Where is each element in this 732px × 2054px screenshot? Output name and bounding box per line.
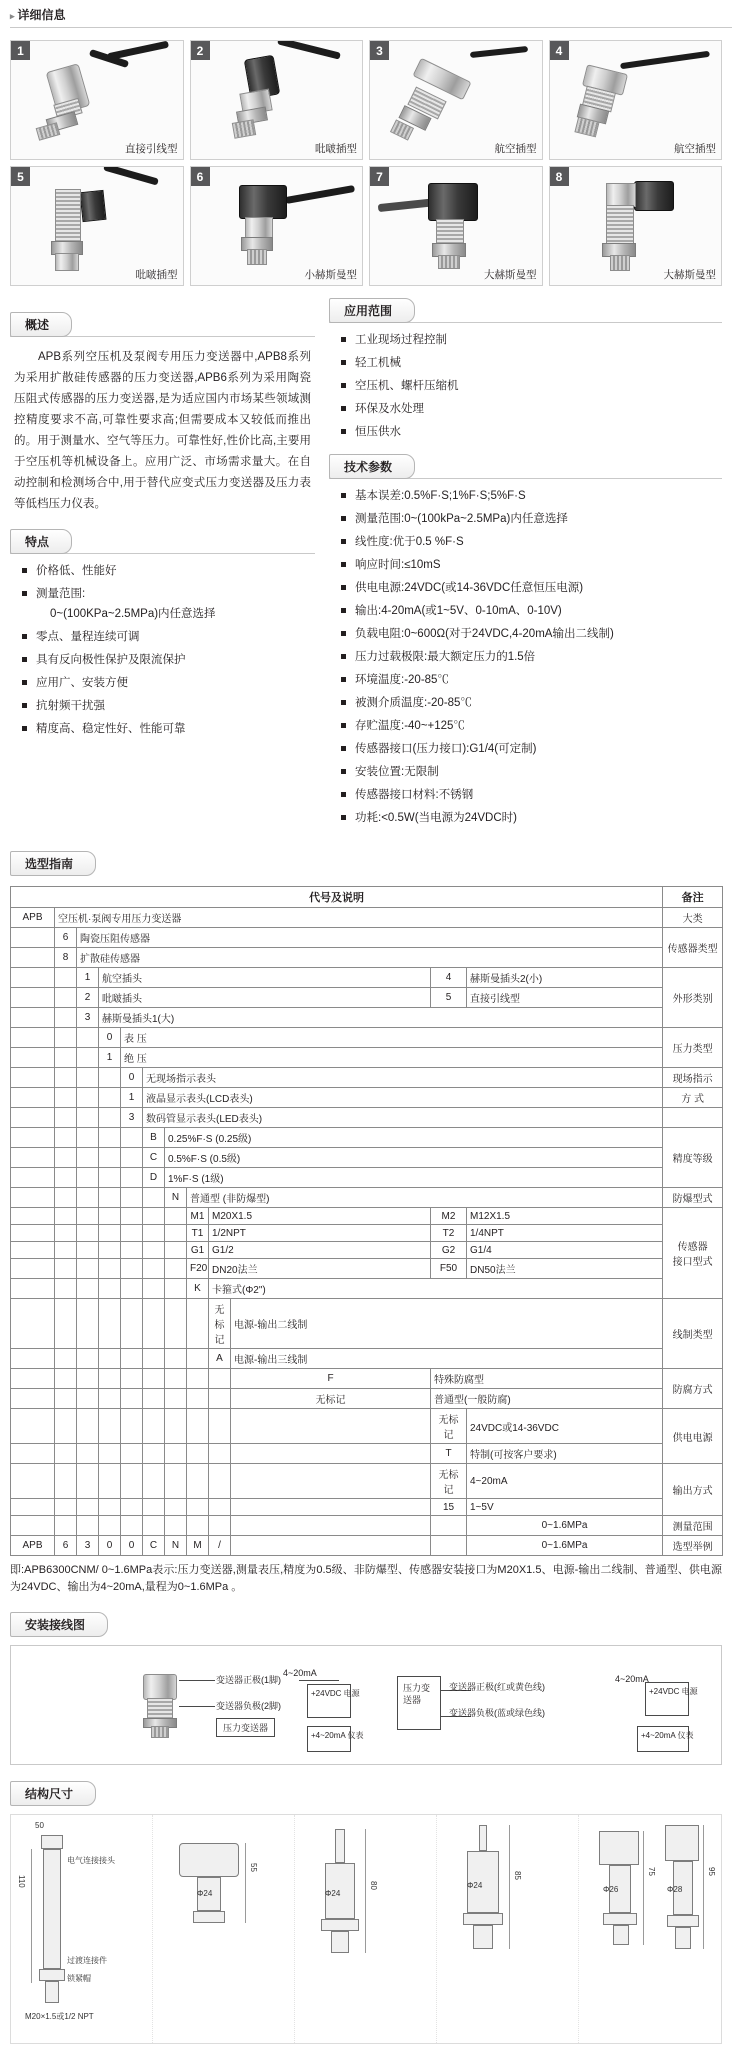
example-cell: APB bbox=[11, 1536, 55, 1556]
application-text: 工业现场过程控制 bbox=[355, 334, 447, 346]
transmitter-thread bbox=[151, 1726, 169, 1738]
wiring-power-label: +24VDC 电源 bbox=[311, 1689, 360, 1698]
table-row bbox=[11, 1048, 723, 1068]
gallery-item[interactable] bbox=[10, 40, 184, 160]
list-item bbox=[22, 629, 315, 645]
feature-subtext: 0~(100KPa~2.5MPa)内任意选择 bbox=[50, 608, 216, 620]
remark-cell: 输出方式 bbox=[663, 1464, 723, 1516]
list-item bbox=[341, 580, 722, 596]
example-cell: 0 bbox=[99, 1536, 121, 1556]
table-row bbox=[11, 1208, 723, 1225]
remark-cell: 压力类型 bbox=[663, 1028, 723, 1068]
feature-text: 具有反向极性保护及限流保护 bbox=[36, 654, 186, 666]
remark-cell: 精度等级 bbox=[663, 1128, 723, 1188]
dim-label: 85 bbox=[513, 1871, 522, 1880]
desc-cell: 4~20mA bbox=[467, 1464, 663, 1499]
code-cell: F20 bbox=[187, 1259, 209, 1279]
desc-cell: M12X1.5 bbox=[467, 1208, 663, 1225]
table-row-example bbox=[11, 1536, 723, 1556]
desc-cell: 电源-输出二线制 bbox=[231, 1299, 663, 1349]
remark-cell: 大类 bbox=[663, 908, 723, 928]
table-row bbox=[11, 1499, 723, 1516]
remark-cell: 传感器类型 bbox=[663, 928, 723, 968]
dim-label: 锁紧帽 bbox=[67, 1974, 91, 1983]
remark-cell: 防爆型式 bbox=[663, 1188, 723, 1208]
list-item bbox=[341, 695, 722, 711]
dim-label: 50 bbox=[35, 1821, 44, 1830]
table-row bbox=[11, 887, 723, 908]
desc-cell: 电源-输出三线制 bbox=[231, 1349, 663, 1369]
list-item bbox=[341, 649, 722, 665]
dim-label: Φ26 bbox=[603, 1885, 619, 1894]
list-item bbox=[341, 557, 722, 573]
table-row bbox=[11, 1008, 723, 1028]
desc-cell: 1/4NPT bbox=[467, 1225, 663, 1242]
desc-cell: 赫斯曼插头2(小) bbox=[467, 968, 663, 988]
gallery-item-number: 1 bbox=[11, 41, 30, 60]
header-divider bbox=[10, 27, 732, 28]
list-item bbox=[22, 698, 315, 714]
desc-cell: 表 压 bbox=[121, 1028, 663, 1048]
table-row bbox=[11, 1188, 723, 1208]
guide-header-code: 代号及说明 bbox=[11, 887, 663, 908]
remark-cell: 线制类型 bbox=[663, 1299, 723, 1369]
table-row bbox=[11, 1369, 723, 1389]
table-row bbox=[11, 1279, 723, 1299]
transmitter-ribs bbox=[147, 1698, 173, 1720]
gallery-item-caption: 吡啵插型 bbox=[135, 269, 178, 281]
gallery-item[interactable] bbox=[369, 40, 543, 160]
application-text: 轻工机械 bbox=[355, 357, 401, 369]
application-text: 恒压供水 bbox=[355, 426, 401, 438]
code-cell: K bbox=[187, 1279, 209, 1299]
list-item bbox=[341, 401, 722, 417]
code-cell: A bbox=[209, 1349, 231, 1369]
spec-text: 基本误差:0.5%F·S;1%F·S;5%F·S bbox=[355, 490, 526, 502]
dim-label: Φ24 bbox=[325, 1889, 341, 1898]
spec-text: 响应时间:≤10mS bbox=[355, 559, 441, 571]
gallery-item-number: 6 bbox=[191, 167, 210, 186]
table-row bbox=[11, 1148, 723, 1168]
list-item bbox=[341, 787, 722, 803]
code-cell: 1 bbox=[77, 968, 99, 988]
features-section bbox=[10, 529, 315, 554]
spec-text: 供电电源:24VDC(或14-36VDC任意恒压电源) bbox=[355, 582, 584, 594]
wiring-neg-label: 变送器负极(2脚) bbox=[216, 1701, 281, 1711]
gallery-item-number: 4 bbox=[550, 41, 569, 60]
desc-cell: 扩散硅传感器 bbox=[77, 948, 663, 968]
example-cell: 6 bbox=[55, 1536, 77, 1556]
table-row bbox=[11, 1299, 723, 1349]
features-list bbox=[10, 563, 315, 737]
code-cell: 1 bbox=[99, 1048, 121, 1068]
code-cell: M2 bbox=[431, 1208, 467, 1225]
feature-text: 应用广、安装方便 bbox=[36, 677, 128, 689]
dim-label: 95 bbox=[707, 1867, 716, 1876]
gallery-item-caption: 吡啵插型 bbox=[315, 143, 357, 155]
code-cell: 0 bbox=[99, 1028, 121, 1048]
desc-cell: 绝 压 bbox=[121, 1048, 663, 1068]
table-row bbox=[11, 1068, 723, 1088]
wiring-pos-label-right: 变送器正极(红或黄色线) bbox=[449, 1682, 545, 1692]
table-row bbox=[11, 1128, 723, 1148]
table-row bbox=[11, 1516, 723, 1536]
desc-cell: 0.25%F·S (0.25级) bbox=[165, 1128, 663, 1148]
desc-cell: G1/4 bbox=[467, 1242, 663, 1259]
table-row bbox=[11, 1108, 723, 1128]
spec-text: 传感器接口(压力接口):G1/4(可定制) bbox=[355, 743, 537, 755]
desc-cell: 空压机·泵阀专用压力变送器 bbox=[55, 908, 663, 928]
application-text: 空压机、螺杆压缩机 bbox=[355, 380, 459, 392]
guide-section bbox=[10, 851, 722, 876]
gallery-item[interactable] bbox=[549, 40, 723, 160]
code-cell: N bbox=[165, 1188, 187, 1208]
table-row bbox=[11, 1464, 723, 1499]
gallery-item-number: 8 bbox=[550, 167, 569, 186]
desc-cell: 吡啵插头 bbox=[99, 988, 431, 1008]
remark-cell: 现场指示 bbox=[663, 1068, 723, 1088]
gallery-item-number: 5 bbox=[11, 167, 30, 186]
signal-line bbox=[299, 1680, 339, 1681]
list-item bbox=[341, 718, 722, 734]
gallery-item[interactable] bbox=[190, 166, 364, 286]
table-row bbox=[11, 1242, 723, 1259]
table-row bbox=[11, 948, 723, 968]
dim-label: Φ24 bbox=[467, 1881, 483, 1890]
gallery-item-caption: 大赫斯曼型 bbox=[663, 269, 716, 281]
code-cell: 3 bbox=[121, 1108, 143, 1128]
code-cell: 无标记 bbox=[431, 1464, 467, 1499]
code-cell: 无标记 bbox=[231, 1389, 431, 1409]
table-row bbox=[11, 1444, 723, 1464]
wiring-signal-label: 4~20mA bbox=[283, 1668, 317, 1678]
desc-cell: DN50法兰 bbox=[467, 1259, 663, 1279]
list-item bbox=[22, 675, 315, 691]
remark-cell: 供电电源 bbox=[663, 1409, 723, 1464]
desc-cell: 液晶显示表头(LCD表头) bbox=[143, 1088, 663, 1108]
code-cell: B bbox=[143, 1128, 165, 1148]
gallery-item[interactable] bbox=[190, 40, 364, 160]
dimension-drawing bbox=[437, 1815, 579, 2043]
code-cell: C bbox=[143, 1148, 165, 1168]
overview-paragraph: APB系列空压机及泵阀专用压力变送器中,APB8系列为采用扩散硅传感器的压力变送器,APB6系列为采用陶瓷压阻式传感器的压力变送器,是为适应国内市场某些领域测控精度要求不高,可靠性要求高;但需要成本又较低而推出的。用于测量水、空气等压力。可靠性好,性价比高,主要用于空压机等机械设备上。应用广泛、市场需求量大。在自动控制和检测场合中,用于替代应变式压力变送器及压力表等低档压力仪表。 bbox=[14, 351, 311, 510]
example-cell: C bbox=[143, 1536, 165, 1556]
leader-line bbox=[179, 1706, 215, 1707]
gallery-item-caption: 航空插型 bbox=[674, 143, 716, 155]
desc-cell: 1~5V bbox=[467, 1499, 663, 1516]
list-item bbox=[22, 563, 315, 579]
list-item bbox=[341, 534, 722, 550]
dim-label: 75 bbox=[647, 1867, 656, 1876]
gallery-item-number: 7 bbox=[370, 167, 389, 186]
feature-text: 抗射频干扰强 bbox=[36, 700, 105, 712]
feature-text: 零点、量程连续可调 bbox=[36, 631, 140, 643]
wiring-diagram bbox=[10, 1645, 722, 1765]
dimension-drawing bbox=[11, 1815, 153, 2043]
desc-cell: 普通型 (非防爆型) bbox=[187, 1188, 663, 1208]
remark-cell: 方 式 bbox=[663, 1088, 723, 1108]
specs-title: 技术参数 bbox=[329, 454, 415, 479]
desc-cell: 特制(可按客户要求) bbox=[467, 1444, 663, 1464]
table-row bbox=[11, 1028, 723, 1048]
dims-section bbox=[10, 1781, 722, 1806]
code-cell: 5 bbox=[431, 988, 467, 1008]
desc-cell: 赫斯曼插头1(大) bbox=[99, 1008, 663, 1028]
dim-label: 55 bbox=[249, 1863, 258, 1872]
list-item bbox=[341, 332, 722, 348]
gallery-item-caption: 直接引线型 bbox=[125, 143, 178, 155]
code-cell: 无标记 bbox=[209, 1299, 231, 1349]
page-header bbox=[0, 0, 732, 32]
remark-cell: 外形类别 bbox=[663, 968, 723, 1028]
dimension-drawing bbox=[295, 1815, 437, 2043]
remark-cell: 防腐方式 bbox=[663, 1369, 723, 1409]
gallery-item[interactable] bbox=[10, 166, 184, 286]
wiring-neg-label-right: 变送器负极(蓝或绿色线) bbox=[449, 1708, 545, 1718]
code-cell: T2 bbox=[431, 1225, 467, 1242]
desc-cell: 数码管显示表头(LED表头) bbox=[143, 1108, 663, 1128]
code-cell: 15 bbox=[431, 1499, 467, 1516]
table-row bbox=[11, 1349, 723, 1369]
list-item bbox=[341, 741, 722, 757]
code-cell: 4 bbox=[431, 968, 467, 988]
example-cell: / bbox=[209, 1536, 231, 1556]
code-cell: D bbox=[143, 1168, 165, 1188]
list-item bbox=[22, 652, 315, 668]
transmitter-body bbox=[143, 1674, 177, 1700]
desc-cell: 1/2NPT bbox=[209, 1225, 431, 1242]
dim-label: 过渡连接件 bbox=[67, 1956, 107, 1965]
wiring-meter-label: +4~20mA 仪表 bbox=[311, 1731, 364, 1740]
leader-line bbox=[179, 1680, 215, 1681]
desc-cell: G1/2 bbox=[209, 1242, 431, 1259]
spec-text: 功耗:<0.5W(当电源为24VDC时) bbox=[355, 812, 517, 824]
applications-list bbox=[329, 332, 722, 440]
list-item bbox=[341, 424, 722, 440]
dim-label: 110 bbox=[17, 1875, 26, 1888]
code-cell: F50 bbox=[431, 1259, 467, 1279]
dim-label: Φ24 bbox=[197, 1889, 213, 1898]
list-item bbox=[341, 626, 722, 642]
code-cell: T1 bbox=[187, 1225, 209, 1242]
gallery-item[interactable] bbox=[369, 166, 543, 286]
table-row bbox=[11, 968, 723, 988]
spec-text: 存贮温度:-40~+125℃ bbox=[355, 720, 465, 732]
desc-cell: 无现场指示表头 bbox=[143, 1068, 663, 1088]
list-item bbox=[341, 672, 722, 688]
list-item bbox=[341, 511, 722, 527]
content-columns bbox=[10, 298, 722, 833]
features-title: 特点 bbox=[10, 529, 72, 554]
dimension-drawings bbox=[10, 1814, 722, 2044]
gallery-item-caption: 大赫斯曼型 bbox=[484, 269, 537, 281]
wiring-power-label-right: +24VDC 电源 bbox=[649, 1687, 698, 1696]
example-cell: 0~1.6MPa bbox=[467, 1536, 663, 1556]
table-row bbox=[11, 1409, 723, 1444]
wiring-device-label-right: 压力变送器 bbox=[403, 1683, 431, 1705]
remark-cell bbox=[663, 1108, 723, 1128]
code-cell: 1 bbox=[121, 1088, 143, 1108]
table-row bbox=[11, 988, 723, 1008]
page-title: 详细信息 bbox=[17, 8, 66, 22]
spec-text: 负载电阻:0~600Ω(对于24VDC,4-20mA输出二线制) bbox=[355, 628, 614, 640]
guide-header-remark: 备注 bbox=[663, 887, 723, 908]
guide-title: 选型指南 bbox=[10, 851, 96, 876]
code-cell: G1 bbox=[187, 1242, 209, 1259]
example-cell: N bbox=[165, 1536, 187, 1556]
spec-text: 传感器接口材料:不锈钢 bbox=[355, 789, 474, 801]
specs-list bbox=[329, 488, 722, 826]
table-row bbox=[11, 1088, 723, 1108]
product-gallery bbox=[10, 40, 722, 286]
dim-label: 电气连接接头 bbox=[67, 1856, 115, 1865]
desc-cell: M20X1.5 bbox=[209, 1208, 431, 1225]
spec-text: 输出:4-20mA(或1~5V、0-10mA、0-10V) bbox=[355, 605, 562, 617]
table-row bbox=[11, 908, 723, 928]
code-cell: 3 bbox=[77, 1008, 99, 1028]
code-cell: 2 bbox=[77, 988, 99, 1008]
overview-title: 概述 bbox=[10, 312, 72, 337]
code-cell: F bbox=[231, 1369, 431, 1389]
feature-text: 价格低、性能好 bbox=[36, 565, 117, 577]
overview-section bbox=[10, 312, 315, 337]
list-item bbox=[341, 378, 722, 394]
dimension-drawing bbox=[579, 1815, 721, 2043]
list-item bbox=[341, 764, 722, 780]
guide-note: 即:APB6300CNM/ 0~1.6MPa表示:压力变送器,测量表压,精度为0.5级、非防爆型、传感器安装接口为M20X1.5、电源-输出二线制、普通型、供电源为24VDC、输出为4~20mA,量程为0~1.6MPa 。 bbox=[10, 1564, 722, 1593]
gallery-item-number: 3 bbox=[370, 41, 389, 60]
triangle-icon: ▸ bbox=[10, 11, 15, 21]
spec-text: 被测介质温度:-20-85℃ bbox=[355, 697, 472, 709]
spec-text: 测量范围:0~(100kPa~2.5MPa)内任意选择 bbox=[355, 513, 568, 525]
wiring-meter-label-right: +4~20mA 仪表 bbox=[641, 1731, 694, 1740]
applications-title: 应用范围 bbox=[329, 298, 415, 323]
list-item bbox=[341, 355, 722, 371]
table-row bbox=[11, 1168, 723, 1188]
code-cell: M1 bbox=[187, 1208, 209, 1225]
dimension-drawing bbox=[153, 1815, 295, 2043]
code-cell: 8 bbox=[55, 948, 77, 968]
remark-cell: 选型举例 bbox=[663, 1536, 723, 1556]
selection-guide-table bbox=[10, 886, 723, 1556]
list-item bbox=[22, 586, 315, 622]
wiring-section bbox=[10, 1612, 722, 1637]
code-cell: APB bbox=[11, 908, 55, 928]
example-cell: 3 bbox=[77, 1536, 99, 1556]
desc-cell: 直接引线型 bbox=[467, 988, 663, 1008]
desc-cell: 卡箍式(Φ2") bbox=[209, 1279, 663, 1299]
desc-cell: 1%F·S (1级) bbox=[165, 1168, 663, 1188]
spec-text: 压力过载极限:最大额定压力的1.5倍 bbox=[355, 651, 536, 663]
code-cell: 0 bbox=[121, 1068, 143, 1088]
remark-cell: 传感器 接口型式 bbox=[663, 1208, 723, 1299]
gallery-item-caption: 小赫斯曼型 bbox=[304, 269, 357, 281]
code-cell: 无标记 bbox=[431, 1409, 467, 1444]
example-cell: M bbox=[187, 1536, 209, 1556]
code-cell: G2 bbox=[431, 1242, 467, 1259]
dim-label: Φ28 bbox=[667, 1885, 683, 1894]
desc-cell: 航空插头 bbox=[99, 968, 431, 988]
desc-cell: 特殊防腐型 bbox=[431, 1369, 663, 1389]
feature-text: 测量范围: bbox=[36, 588, 86, 600]
right-column bbox=[329, 298, 722, 833]
gallery-item-caption: 航空插型 bbox=[494, 143, 537, 155]
example-cell: 0 bbox=[121, 1536, 143, 1556]
dims-title: 结构尺寸 bbox=[10, 1781, 96, 1806]
desc-cell: 24VDC或14-36VDC bbox=[467, 1409, 663, 1444]
gallery-item[interactable] bbox=[549, 166, 723, 286]
table-row bbox=[11, 1225, 723, 1242]
list-item bbox=[341, 603, 722, 619]
spec-text: 环境温度:-20-85℃ bbox=[355, 674, 449, 686]
code-cell: 6 bbox=[55, 928, 77, 948]
feature-text: 精度高、稳定性好、性能可靠 bbox=[36, 723, 186, 735]
desc-cell: 普通型(一般防腐) bbox=[431, 1389, 663, 1409]
gallery-item-number: 2 bbox=[191, 41, 210, 60]
table-row bbox=[11, 1389, 723, 1409]
list-item bbox=[22, 721, 315, 737]
dim-label: M20×1.5或1/2 NPT bbox=[25, 2012, 94, 2021]
spec-text: 线性度:优于0.5 %F·S bbox=[355, 536, 464, 548]
applications-section bbox=[329, 298, 722, 323]
list-item bbox=[341, 810, 722, 826]
code-cell: T bbox=[431, 1444, 467, 1464]
desc-cell: DN20法兰 bbox=[209, 1259, 431, 1279]
dim-label: 80 bbox=[369, 1881, 378, 1890]
desc-cell: 0.5%F·S (0.5级) bbox=[165, 1148, 663, 1168]
remark-cell: 测量范围 bbox=[663, 1516, 723, 1536]
table-row bbox=[11, 1259, 723, 1279]
wiring-pos-label: 变送器正极(1脚) bbox=[216, 1675, 281, 1685]
specs-section bbox=[329, 454, 722, 479]
left-column bbox=[10, 298, 315, 833]
wiring-title: 安装接线图 bbox=[10, 1612, 108, 1637]
application-text: 环保及水处理 bbox=[355, 403, 424, 415]
table-row bbox=[11, 928, 723, 948]
list-item bbox=[341, 488, 722, 504]
desc-cell: 陶瓷压阻传感器 bbox=[77, 928, 663, 948]
spec-text: 安装位置:无限制 bbox=[355, 766, 439, 778]
wiring-signal-label-right: 4~20mA bbox=[615, 1674, 649, 1684]
wiring-device-label: 压力变送器 bbox=[216, 1718, 275, 1737]
range-cell: 0~1.6MPa bbox=[467, 1516, 663, 1536]
